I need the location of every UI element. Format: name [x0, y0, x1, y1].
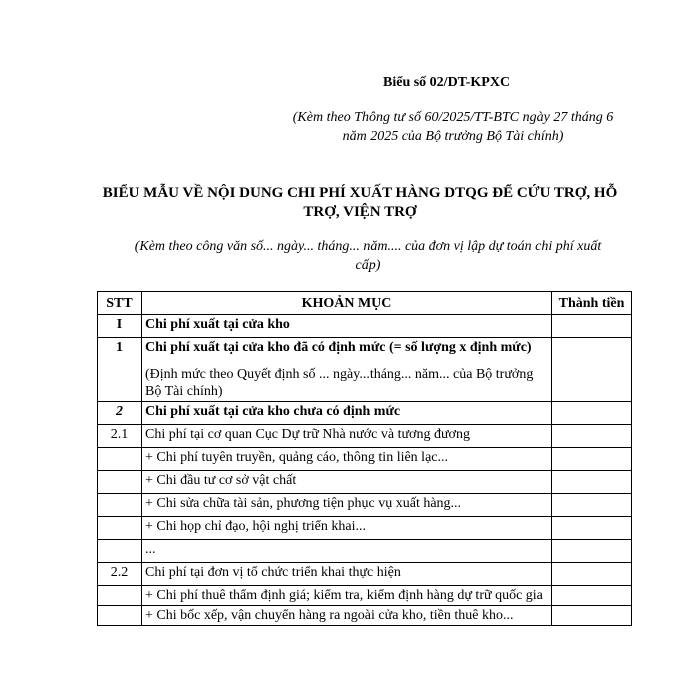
row-amount [552, 425, 632, 448]
table-row [98, 315, 632, 338]
row-stt [98, 540, 142, 563]
row-item: Chi phí tại cơ quan Cục Dự trữ Nhà nước và tương đương [142, 425, 552, 448]
table-row [98, 586, 632, 606]
header-stt: STT [98, 292, 142, 315]
row-amount [552, 494, 632, 517]
row-item-note: (Định mức theo Quyết định số ... ngày...tháng... năm... của Bộ trưởng Bộ Tài chính) [145, 367, 534, 399]
row-stt [98, 606, 142, 626]
row-amount [552, 448, 632, 471]
row-item: + Chi phí thuê thẩm định giá; kiểm tra, kiểm định hàng dự trữ quốc gia [142, 586, 552, 606]
row-amount [552, 540, 632, 563]
table-row [98, 338, 632, 402]
row-amount [552, 402, 632, 425]
row-amount [552, 606, 632, 626]
row-item: + Chi đầu tư cơ sở vật chất [142, 471, 552, 494]
row-stt: I [98, 315, 142, 338]
header-item: KHOẢN MỤC [142, 292, 552, 315]
table-row [98, 563, 632, 586]
letter-ref-line-1: (Kèm theo công văn số... ngày... tháng... năm.... của đơn vị lập dự toán chi phí xuất [134, 239, 602, 254]
row-item: Chi phí xuất tại cửa kho chưa có định mức [142, 402, 552, 425]
row-stt: 1 [98, 338, 142, 402]
table-row [98, 494, 632, 517]
form-code: Biểu số 02/DT-KPXC [383, 75, 511, 90]
row-amount [552, 517, 632, 540]
table-row [98, 540, 632, 563]
row-stt [98, 448, 142, 471]
table-row [98, 425, 632, 448]
row-item: + Chi sửa chữa tài sản, phương tiện phục vụ xuất hàng... [142, 494, 552, 517]
row-amount [552, 586, 632, 606]
circular-ref-line-2: năm 2025 của Bộ trưởng Bộ Tài chính) [342, 129, 564, 144]
table-row [98, 517, 632, 540]
row-item: Chi phí tại đơn vị tổ chức triển khai thực hiện [142, 563, 552, 586]
row-item [142, 338, 552, 402]
row-stt [98, 471, 142, 494]
letter-ref-line-2: cấp) [355, 258, 381, 273]
table-row [98, 606, 632, 626]
row-item: + Chi họp chỉ đạo, hội nghị triển khai... [142, 517, 552, 540]
letter-reference [98, 237, 638, 275]
row-stt [98, 586, 142, 606]
budget-table [97, 291, 632, 626]
document-title [90, 184, 630, 222]
row-item: Chi phí xuất tại cửa kho [142, 315, 552, 338]
row-amount [552, 471, 632, 494]
row-item-title: Chi phí xuất tại cửa kho đã có định mức (= số lượng x định mức) [145, 340, 532, 355]
circular-reference [268, 108, 638, 146]
row-item: + Chi phí tuyên truyền, quảng cáo, thông tin liên lạc... [142, 448, 552, 471]
row-item: + Chi bốc xếp, vận chuyển hàng ra ngoài cửa kho, tiền thuê kho... [142, 606, 552, 626]
row-stt: 2 [98, 402, 142, 425]
table-row [98, 402, 632, 425]
table-row [98, 471, 632, 494]
row-amount [552, 315, 632, 338]
row-amount [552, 338, 632, 402]
title-line-1: BIỂU MẪU VỀ NỘI DUNG CHI PHÍ XUẤT HÀNG DTQG ĐỂ CỨU TRỢ, HỖ [102, 185, 618, 201]
table-header-row [98, 292, 632, 315]
row-amount [552, 563, 632, 586]
row-stt: 2.2 [98, 563, 142, 586]
row-stt [98, 517, 142, 540]
header-amount: Thành tiền [552, 292, 632, 315]
row-stt [98, 494, 142, 517]
row-item: ... [142, 540, 552, 563]
row-stt: 2.1 [98, 425, 142, 448]
title-line-2: TRỢ, VIỆN TRỢ [303, 204, 417, 220]
table-row [98, 448, 632, 471]
circular-ref-line-1: (Kèm theo Thông tư số 60/2025/TT-BTC ngày 27 tháng 6 [292, 110, 614, 125]
